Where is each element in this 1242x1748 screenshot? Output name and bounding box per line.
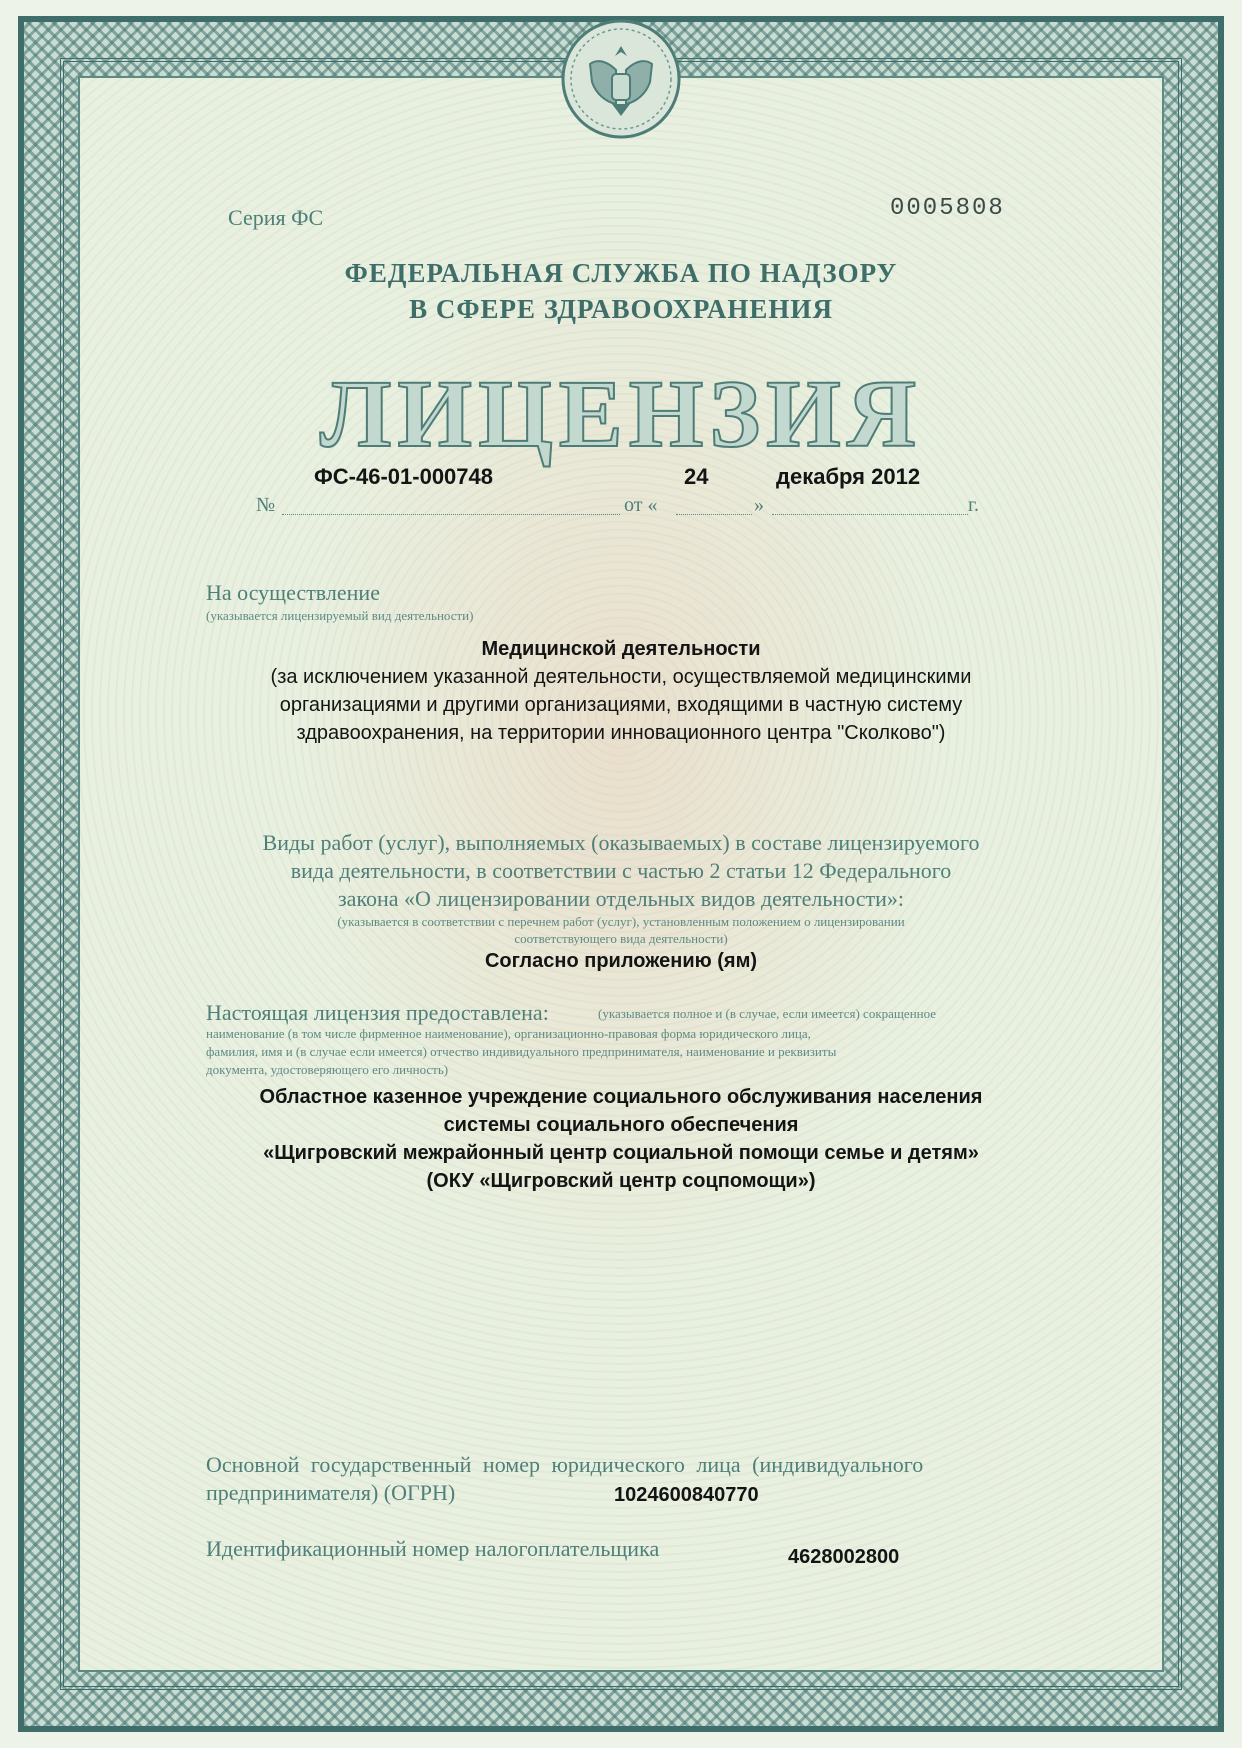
licensee-name-4: (ОКУ «Щигровский центр соцпомощи») — [426, 1170, 816, 1192]
works-hint-1: (указывается в соответствии с перечнем работ (услуг), установленным положением о лицензировании — [337, 914, 905, 929]
month-underline — [772, 514, 968, 515]
quote-close: » — [754, 494, 764, 516]
activity-title: Медицинской деятельности — [481, 638, 761, 660]
licensee-label: Настоящая лицензия предоставлена: — [206, 1000, 549, 1025]
issue-month-year: декабря 2012 — [776, 464, 921, 489]
licensee-name-3: «Щигровский межрайонный центр социальной помощи семье и детям» — [263, 1142, 979, 1164]
inn-label: Идентификационный номер налогоплательщика — [206, 1536, 660, 1561]
activity-line-3: здравоохранения, на территории инновационного центра "Сколково") — [296, 722, 946, 744]
activity-hint: (указывается лицензируемый вид деятельности) — [206, 608, 474, 623]
number-underline — [282, 514, 620, 515]
licensee-hint-1: (указывается полное и (в случае, если имеется) сокращенное — [598, 1006, 937, 1021]
works-line-1: Виды работ (услуг), выполняемых (оказываемых) в составе лицензируемого — [262, 830, 980, 855]
blank-number: 0005808 — [890, 195, 1005, 222]
activity-line-1: (за исключением указанной деятельности, осуществляемой медицинскими — [270, 666, 972, 688]
activity-line-2: организациями и другими организациями, входящими в частную систему — [279, 694, 963, 716]
licensee-hint-4: документа, удостоверяющего его личность) — [206, 1062, 449, 1077]
series-label: Серия ФС — [228, 205, 324, 230]
inn-value: 4628002800 — [788, 1546, 900, 1568]
agency-line-1: ФЕДЕРАЛЬНАЯ СЛУЖБА ПО НАДЗОРУ — [344, 258, 898, 288]
licensee-hint-3: фамилия, имя и (в случае если имеется) отчество индивидуального предпринимателя, наименование и реквизиты — [206, 1044, 837, 1059]
day-underline — [676, 514, 752, 515]
licensee-name-1: Областное казенное учреждение социального обслуживания населения — [259, 1086, 983, 1108]
from-label: от « — [624, 494, 658, 516]
ogrn-label-2: предпринимателя) (ОГРН) — [206, 1480, 456, 1505]
number-sign: № — [256, 494, 276, 516]
works-line-3: закона «О лицензировании отдельных видов деятельности»: — [337, 886, 905, 911]
ogrn-label-1: Основной государственный номер юридического лица (индивидуального — [206, 1452, 924, 1477]
year-suffix: г. — [968, 494, 979, 516]
issue-day: 24 — [684, 464, 709, 489]
document-title: ЛИЦЕНЗИЯ — [319, 360, 923, 467]
license-number: ФС-46-01-000748 — [314, 464, 493, 489]
works-value: Согласно приложению (ям) — [484, 950, 758, 972]
works-hint-2: соответствующего вида деятельности) — [514, 931, 728, 946]
coat-of-arms-icon — [560, 18, 682, 140]
licensee-name-2: системы социального обеспечения — [443, 1114, 799, 1136]
ogrn-value: 1024600840770 — [614, 1484, 759, 1506]
licensee-hint-2: наименование (в том числе фирменное наименование), организационно-правовая форма юридического лица, — [206, 1026, 811, 1041]
agency-line-2: В СФЕРЕ ЗДРАВООХРАНЕНИЯ — [409, 294, 833, 324]
works-line-2: вида деятельности, в соответствии с частью 2 статьи 12 Федерального — [290, 858, 952, 883]
activity-label: На осуществление — [206, 580, 380, 605]
